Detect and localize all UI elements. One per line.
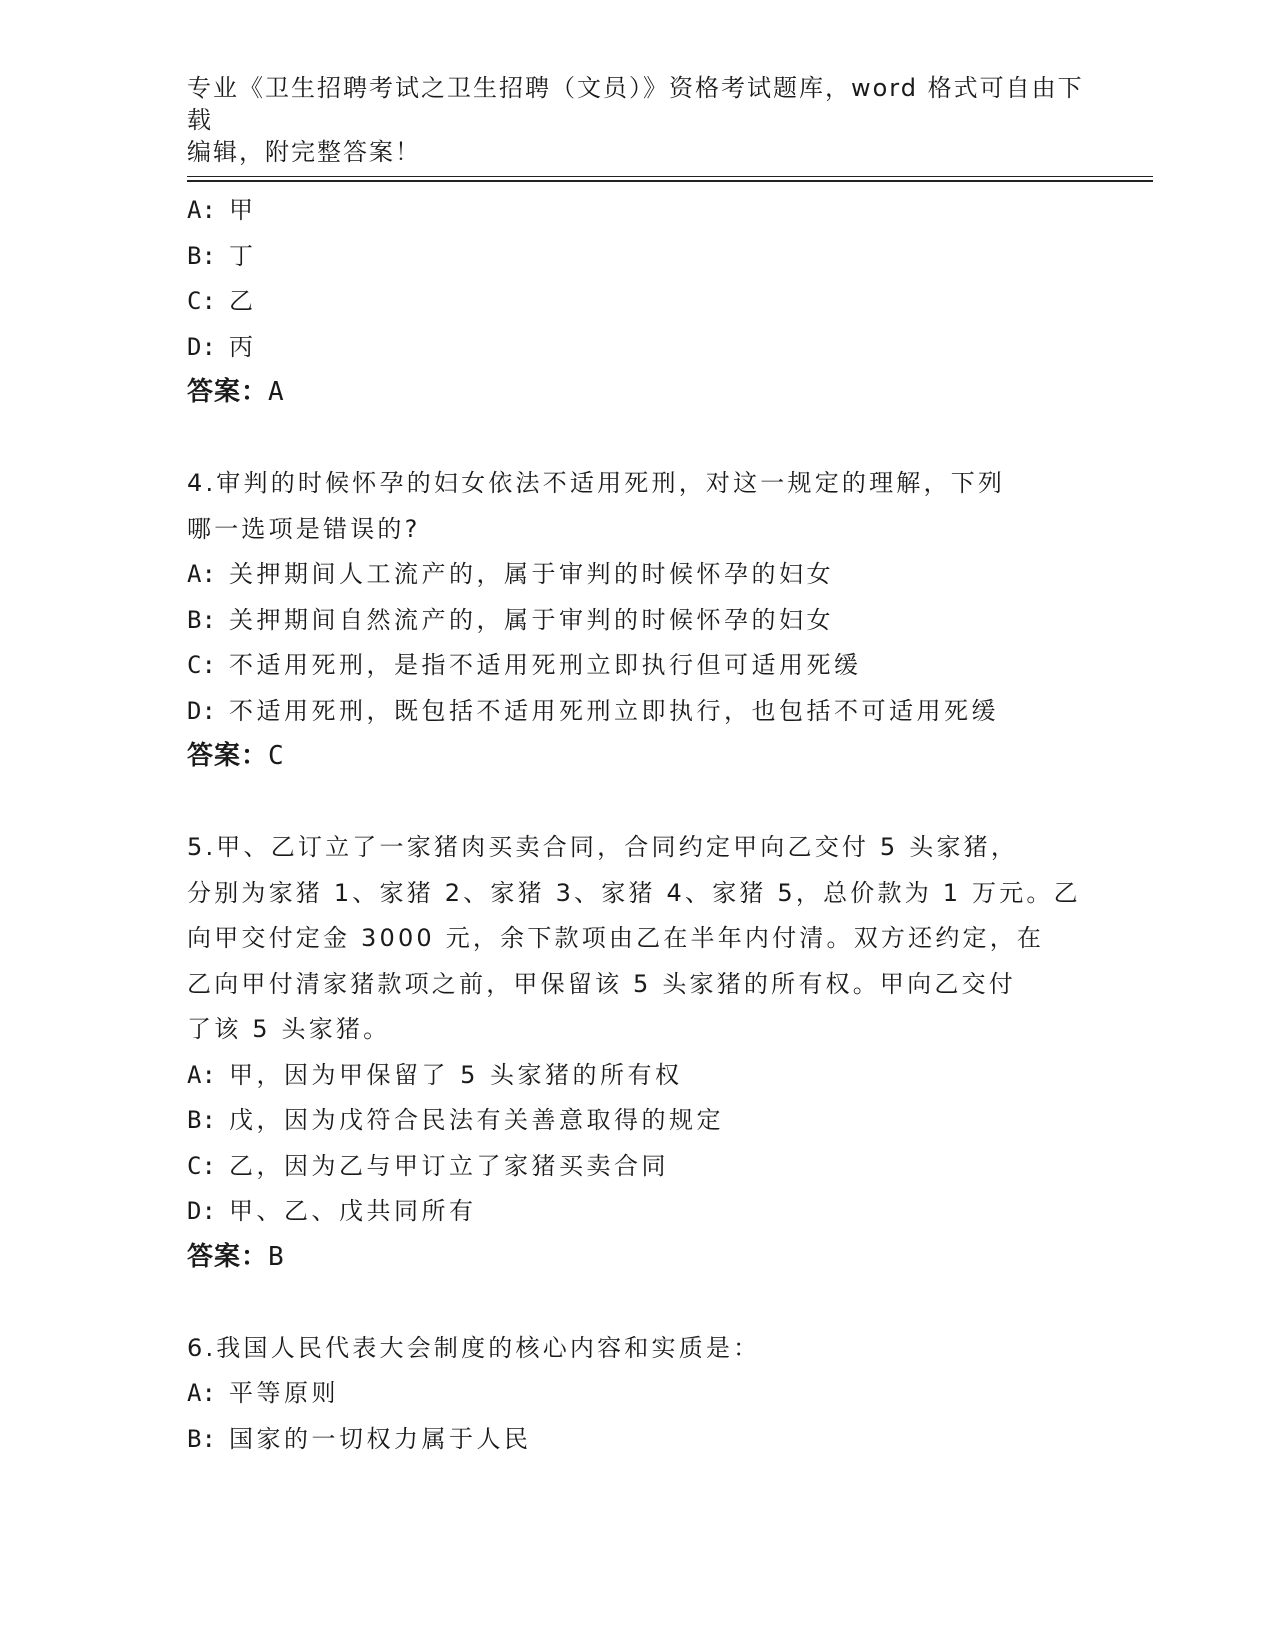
option-a: A: 关押期间人工流产的，属于审判的时候怀孕的妇女 <box>187 560 834 588</box>
question-4 <box>187 461 1087 780</box>
option-d: D: 甲、乙、戊共同所有 <box>187 1197 477 1225</box>
option-d: D: 不适用死刑，既包括不适用死刑立即执行，也包括不可适用死缓 <box>187 696 999 725</box>
option-c: C: 乙 <box>187 287 257 315</box>
spacer <box>187 780 1087 826</box>
option-b: B: 关押期间自然流产的，属于审判的时候怀孕的妇女 <box>187 605 834 634</box>
question-text: 5.甲、乙订立了一家猪肉买卖合同，合同约定甲向乙交付 5 头家猪， 分别为家猪 1、家猪 2、家猪 3、家猪 4、家猪 5，总价款为 1 万元。乙 向甲交付定金 3000 元，余下款项由乙在半年内付清。双方还约定，在 乙向甲付清家猪款项之前，甲保留该 5 头家猪的所有权。甲向乙交付 了该 5 头家猪。 <box>187 833 1081 1043</box>
document-body <box>187 188 1087 1462</box>
question-text: 6.我国人民代表大会制度的核心内容和实质是： <box>187 1333 761 1362</box>
header-line-2: 编辑，附完整答案！ <box>187 138 421 166</box>
spacer <box>187 1280 1087 1326</box>
option-c: C: 不适用死刑，是指不适用死刑立即执行但可适用死缓 <box>187 651 862 679</box>
answer-line: 答案：B <box>187 1241 285 1272</box>
question-3-options <box>187 188 1087 416</box>
question-text: 4.审判的时候怀孕的妇女依法不适用死刑，对这一规定的理解，下列 哪一选项是错误的? <box>187 469 1006 543</box>
option-a: A: 甲 <box>187 196 257 224</box>
option-d: D: 丙 <box>187 332 257 361</box>
header-line-1: 专业《卫生招聘考试之卫生招聘（文员）》资格考试题库，word 格式可自由下载 <box>187 74 1084 134</box>
option-b: B: 丁 <box>187 241 257 270</box>
question-6 <box>187 1326 1087 1463</box>
document-header <box>187 72 1087 168</box>
spacer <box>187 416 1087 462</box>
option-c: C: 乙，因为乙与甲订立了家猪买卖合同 <box>187 1151 669 1180</box>
option-b: B: 戊，因为戊符合民法有关善意取得的规定 <box>187 1106 724 1134</box>
answer-line: 答案：C <box>187 741 285 771</box>
answer-line: 答案：A <box>187 377 285 407</box>
header-rule-thin <box>187 176 1153 177</box>
question-5 <box>187 825 1087 1280</box>
option-b: B: 国家的一切权力属于人民 <box>187 1424 532 1453</box>
option-a: A: 平等原则 <box>187 1379 339 1407</box>
option-a: A: 甲，因为甲保留了 5 头家猪的所有权 <box>187 1060 683 1089</box>
header-rule-thick <box>187 180 1153 182</box>
